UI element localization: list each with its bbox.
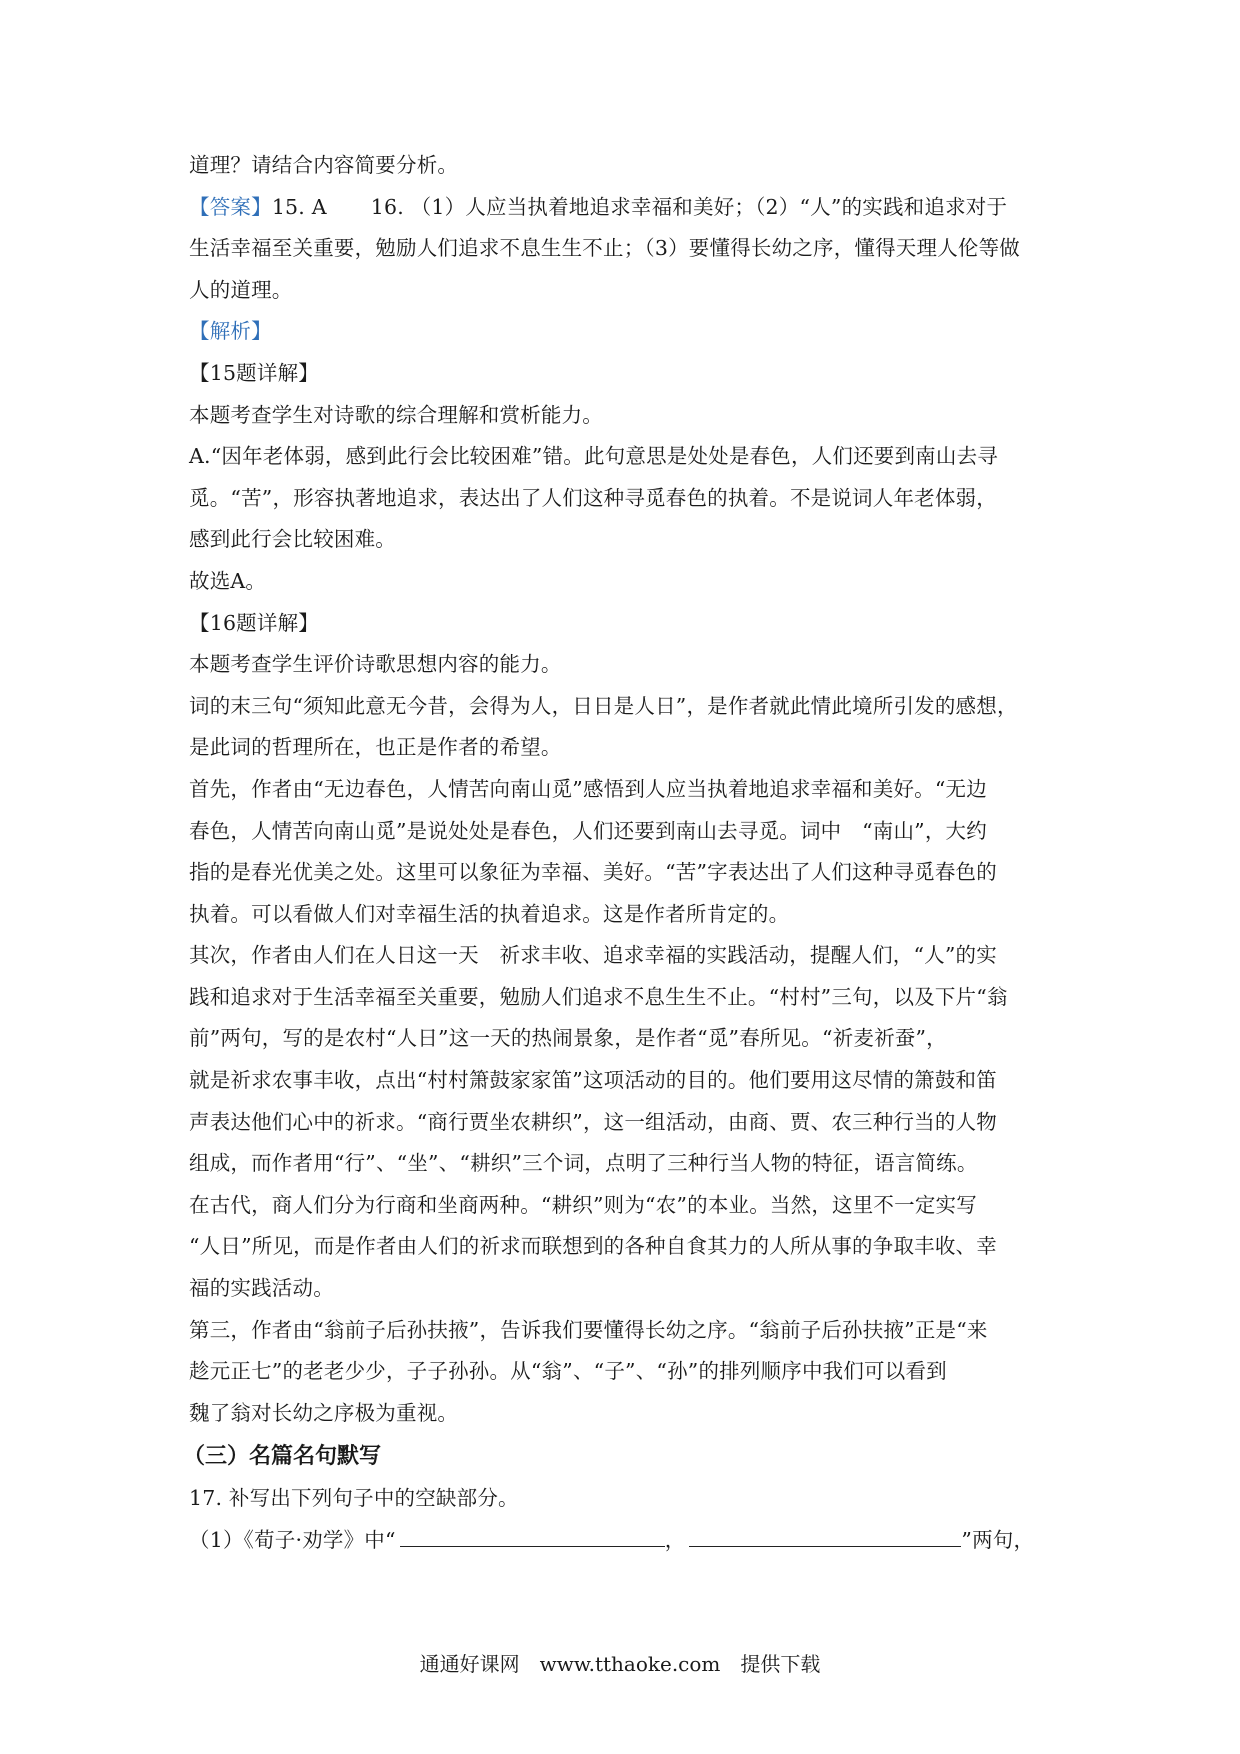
text-line: 是此词的哲理所在，也正是作者的希望。 bbox=[189, 735, 562, 760]
text-line: A.“因年老体弱，感到此行会比较困难”错。此句意思是处处是春色，人们还要到南山去寻 bbox=[189, 444, 998, 469]
text-line: 词的末三句“须知此意无今昔，会得为人，日日是人日”，是作者就此情此境所引发的感想， bbox=[189, 693, 1018, 718]
text-line: “人日”所见，而是作者由人们的祈求而联想到的各种自食其力的人所从事的争取丰收、幸 bbox=[189, 1234, 997, 1259]
text-line: 人的道理。 bbox=[189, 277, 293, 302]
answer-q16: 16. （1）人应当执着地追求幸福和美好；（2）“人”的实践和追求对于 bbox=[370, 194, 1008, 219]
text-line: 其次，作者由人们在人日这一天 祈求丰收、追求幸福的实践活动，提醒人们，“人”的实 bbox=[189, 943, 997, 968]
answer-label: 【答案】 bbox=[189, 194, 272, 219]
text-line: 感到此行会比较困难。 bbox=[189, 527, 396, 552]
footer-watermark: 通通好课网 www.tthaoke.com 提供下载 bbox=[419, 1652, 821, 1676]
question-17-item-1 bbox=[189, 1520, 1061, 1562]
document-body bbox=[183, 145, 1061, 1562]
text-line: 生活幸福至关重要，勉励人们追求不息生生不止；（3）要懂得长幼之序，懂得天理人伦等做 bbox=[189, 236, 1020, 261]
text-line: 前”两句，写的是农村“人日”这一天的热闹景象，是作者“觅”春所见。“祈麦祈蚕”， bbox=[189, 1026, 947, 1051]
text-line: 魏了翁对长幼之序极为重视。 bbox=[189, 1400, 459, 1425]
item1-suffix: ”两句， bbox=[961, 1528, 1035, 1552]
analysis-label: 【解析】 bbox=[189, 319, 272, 344]
text-line: 在古代，商人们分为行商和坐商两种。“耕织”则为“农”的本业。当然，这里不一定实写 bbox=[189, 1192, 977, 1217]
text-line: 首先，作者由“无边春色，人情苦向南山觅”感悟到人应当执着地追求幸福和美好。“无边 bbox=[189, 776, 987, 801]
text-line: 本题考查学生评价诗歌思想内容的能力。 bbox=[189, 652, 562, 677]
item1-prefix: （1）《荀子·劝学》中“ bbox=[189, 1528, 396, 1552]
text-line: 执着。可以看做人们对幸福生活的执着追求。这是作者所肯定的。 bbox=[189, 901, 790, 926]
text-line: 组成，而作者用“行”、“坐”、“耕织”三个词，点明了三种行当人物的特征，语言简练。 bbox=[189, 1151, 978, 1176]
answer-q15: 15. A bbox=[271, 194, 327, 219]
answer-blank-2[interactable] bbox=[689, 1524, 961, 1547]
section-heading: （三）名篇名句默写 bbox=[183, 1443, 382, 1470]
item1-middle: ， bbox=[664, 1528, 686, 1552]
text-line: 春色，人情苦向南山觅”是说处处是春色，人们还要到南山去寻觅。词中 “南山”，大约 bbox=[189, 818, 987, 843]
text-line: 声表达他们心中的祈求。“商行贾坐农耕织”，这一组活动，由商、贾、农三种行当的人物 bbox=[189, 1109, 997, 1134]
question-17: 17. 补写出下列句子中的空缺部分。 bbox=[189, 1486, 519, 1511]
text-line: 道理？请结合内容简要分析。 bbox=[189, 153, 459, 177]
text-line: 福的实践活动。 bbox=[189, 1276, 334, 1301]
text-line: 本题考查学生对诗歌的综合理解和赏析能力。 bbox=[189, 402, 603, 427]
text-line: 第三，作者由“翁前子后孙扶掖”，告诉我们要懂得长幼之序。“翁前子后孙扶掖”正是“来 bbox=[189, 1317, 988, 1342]
answer-line bbox=[189, 187, 1061, 229]
subheading-q16: 【16题详解】 bbox=[189, 610, 319, 635]
text-line: 就是祈求农事丰收，点出“村村箫鼓家家笛”这项活动的目的。他们要用这尽情的箫鼓和笛 bbox=[189, 1068, 997, 1093]
text-line: 趁元正七”的老老少少，子子孙孙。从“翁”、“子”、“孙”的排列顺序中我们可以看到 bbox=[189, 1359, 947, 1384]
answer-blank-1[interactable] bbox=[400, 1524, 665, 1547]
text-line: 觅。“苦”，形容执著地追求，表达出了人们这种寻觅春色的执着。不是说词人年老体弱， bbox=[189, 485, 997, 510]
text-line: 指的是春光优美之处。这里可以象征为幸福、美好。“苦”字表达出了人们这种寻觅春色的 bbox=[189, 860, 997, 885]
text-line: 故选A。 bbox=[189, 568, 267, 593]
text-line: 践和追求对于生活幸福至关重要，勉励人们追求不息生生不止。“村村”三句，以及下片“翁 bbox=[189, 984, 1008, 1009]
subheading-q15: 【15题详解】 bbox=[189, 360, 319, 385]
